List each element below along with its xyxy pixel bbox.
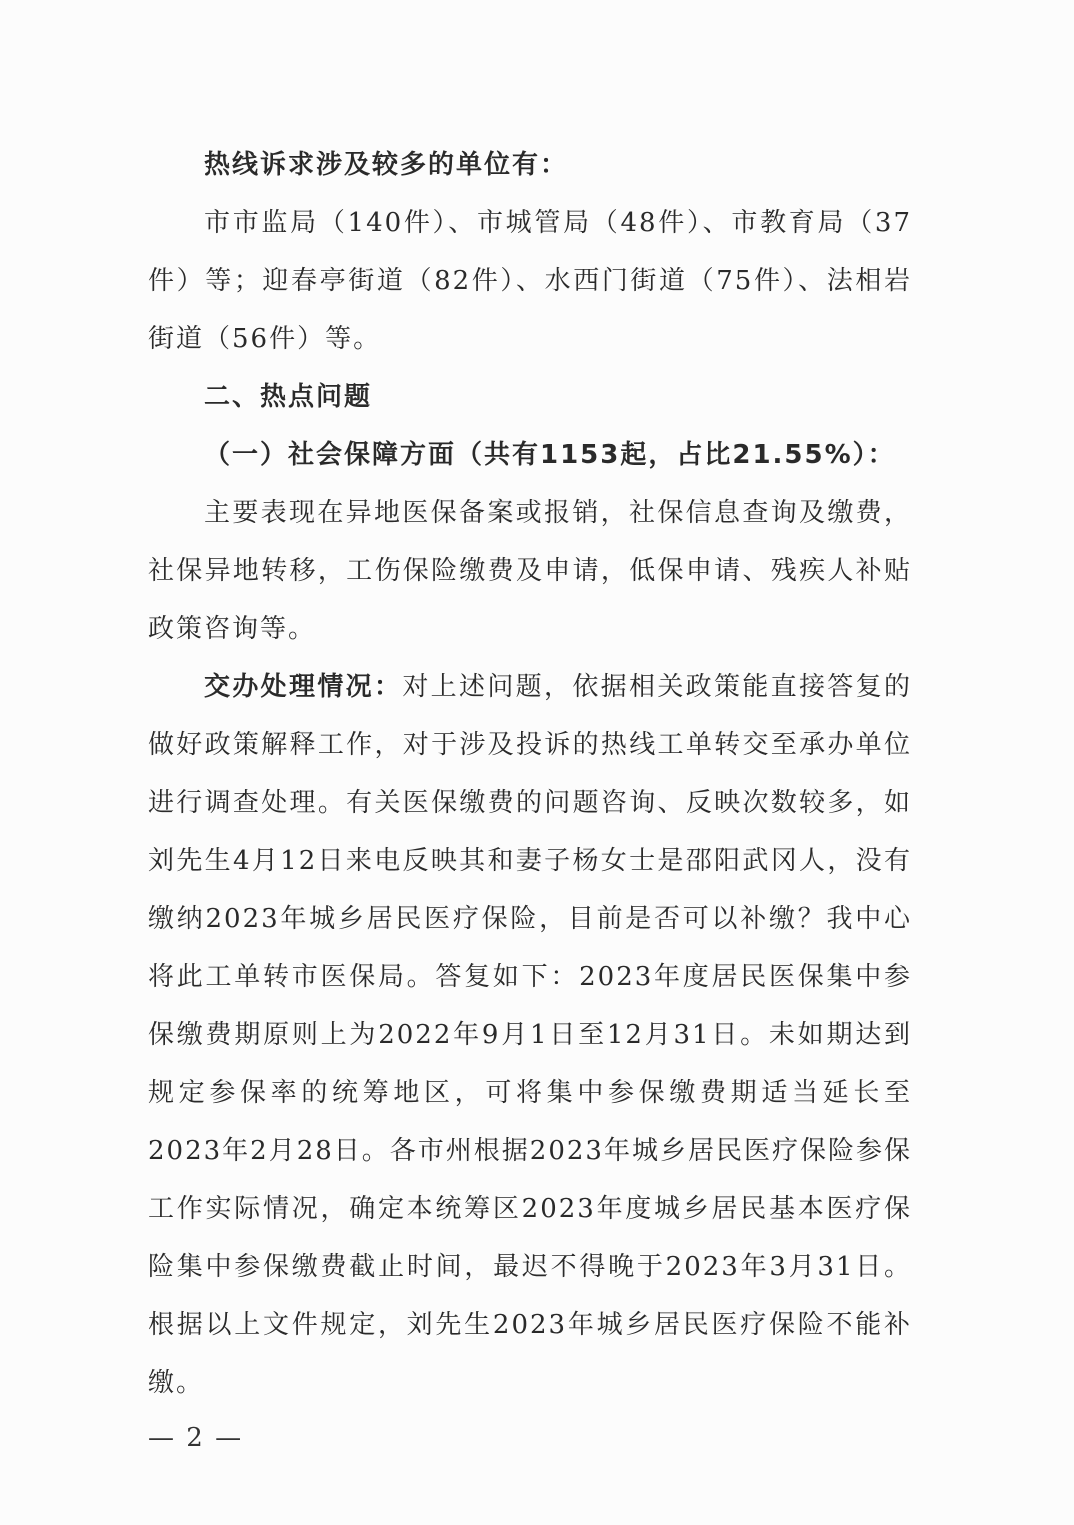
page-number: — 2 — (148, 1423, 244, 1453)
units-heading: 热线诉求涉及较多的单位有： (204, 150, 569, 180)
handling-text: 对上述问题，依据相关政策能直接答复的做好政策解释工作，对于涉及投诉的热线工单转交至承办单位进行调查处理。有关医保缴费的问题咨询、反映次数较多，如刘先生4月12日来电反映其和妻子杨女士是邵阳武冈人，没有缴纳2023年城乡居民医疗保险，目前是否可以补缴？我中心将此工单转市医保局。答复如下：2023年度居民医保集中参保缴费期原则上为2022年9月1日至12月31日。未如期达到规定参保率的统筹地区，可将集中参保缴费期适当延长至2023年2月28日。各市州根据2023年城乡居民医疗保险参保工作实际情况，确定本统筹区2023年度城乡居民基本医疗保险集中参保缴费截止时间，最迟不得晚于2023年3月31日。根据以上文件规定，刘先生2023年城乡居民医疗保险不能补缴。 (148, 672, 912, 1398)
document-body (148, 136, 912, 1412)
subsection-paragraph: 主要表现在异地医保备案或报销，社保信息查询及缴费，社保异地转移，工伤保险缴费及申请，低保申请、残疾人补贴政策咨询等。 (148, 498, 912, 644)
section-heading: 二、热点问题 (204, 382, 373, 412)
subsection-heading: （一）社会保障方面（共有1153起，占比21.55%）： (204, 440, 896, 470)
handling-paragraph (148, 658, 912, 1412)
handling-label: 交办处理情况： (204, 672, 403, 702)
units-paragraph: 市市监局（140件）、市城管局（48件）、市教育局（37件）等；迎春亭街道（82件）、水西门街道（75件）、法相岩街道（56件）等。 (148, 208, 912, 354)
